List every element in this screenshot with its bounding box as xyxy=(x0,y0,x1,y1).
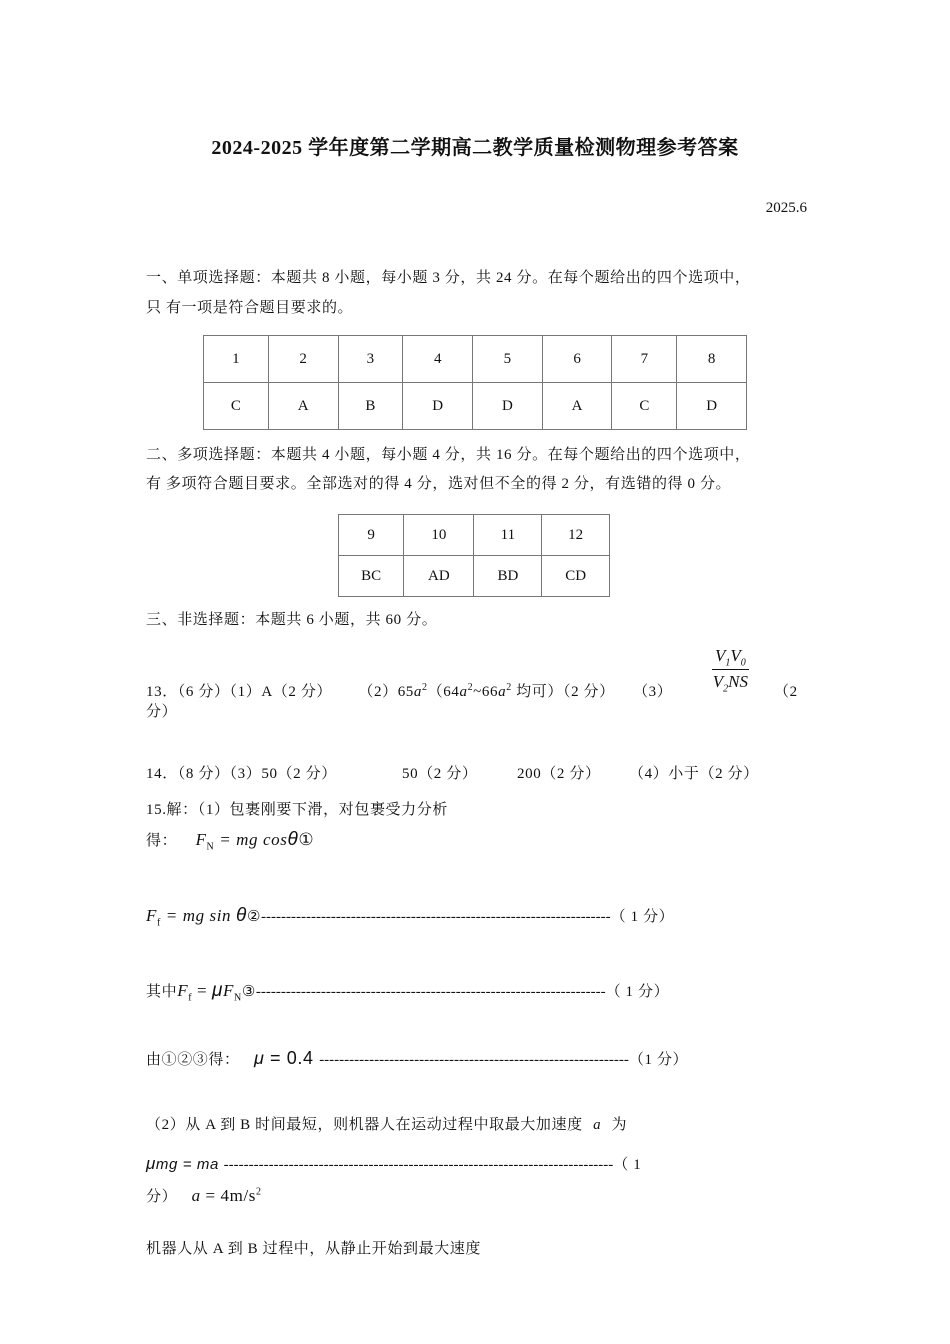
q14-part3-a: 14．（8 分）（3）50（2 分） xyxy=(146,766,337,782)
answer-cell: C xyxy=(204,383,269,430)
q13-part3: （3） xyxy=(633,684,673,700)
section2-instruction-line1: 二、多项选择题：本题共 4 小题，每小题 4 分，共 16 分。在每个题给出的四个选项中， xyxy=(146,447,751,463)
q14-part4: （4）小于（2 分） xyxy=(629,766,759,782)
q15-part2-intro: （2）从 A 到 B 时间最短，则机器人在运动过程中取最大加速度 a 为 xyxy=(146,1117,628,1133)
question-number: 7 xyxy=(612,336,677,383)
answer-cell: BC xyxy=(339,556,404,597)
section2-instruction-line2: 有 多项符合题目要求。全部选对的得 4 分，选对但不全的得 2 分，有选错的得 0 分。 xyxy=(146,476,732,492)
question-number: 4 xyxy=(403,336,473,383)
q13-score-close: 分） xyxy=(146,704,178,720)
q15-intro: 15.解：（1）包裹刚要下滑，对包裹受力分析 xyxy=(146,802,448,818)
q15-result-a: 分） $a = 4m/s^2$ xyxy=(146,1186,262,1205)
table-answer-row xyxy=(339,556,610,597)
answer-cell: B xyxy=(338,383,403,430)
section1-instruction-line2: 只 有一项是符合题目要求的。 xyxy=(146,300,354,316)
section1-instruction-line1: 一、单项选择题：本题共 8 小题，每小题 3 分，共 24 分。在每个题给出的四个选项中， xyxy=(146,270,751,286)
answer-cell: BD xyxy=(474,556,542,597)
multi-choice-answer-table xyxy=(338,514,610,597)
question-number: 8 xyxy=(677,336,747,383)
table-header-row xyxy=(339,515,610,556)
answer-cell: D xyxy=(473,383,543,430)
answer-cell: CD xyxy=(542,556,610,597)
q13-score-open: （2 xyxy=(774,684,798,700)
q13-fraction: $\frac{V_1V_0}{V_2NS}$ xyxy=(712,646,748,695)
q13-part1: 13．（6 分）（1）A（2 分） xyxy=(146,684,333,700)
document-date: 2025.6 xyxy=(765,200,807,216)
q14-part3-b: 50（2 分） xyxy=(402,766,478,782)
q15-equation-3: 其中$F_f$ = $\mu F_N③----------------------------------------------------------------------$（ 1 分） xyxy=(146,980,670,1004)
page-title: 2024-2025 学年度第二学期高二教学质量检测物理参考答案 xyxy=(211,137,739,159)
question-number: 9 xyxy=(339,515,404,556)
q15-result-mu: 由①②③得： μ = 0.4 --------------------------------------------------------------（1 分） xyxy=(146,1048,689,1068)
section3-instruction: 三、非选择题：本题共 6 小题，共 60 分。 xyxy=(146,612,438,628)
question-number: 3 xyxy=(338,336,403,383)
question-number: 1 xyxy=(204,336,269,383)
question-number: 12 xyxy=(542,515,610,556)
question-number: 11 xyxy=(474,515,542,556)
table-header-row xyxy=(204,336,747,383)
answer-cell: C xyxy=(612,383,677,430)
question-number: 5 xyxy=(473,336,543,383)
answer-cell: A xyxy=(542,383,612,430)
single-choice-answer-table xyxy=(203,335,747,430)
answer-cell: A xyxy=(268,383,338,430)
q15-equation-4: μmg = ma ------------------------------------------------------------------------------（ 1 xyxy=(146,1154,642,1173)
q15-equation-2: $F_f$ = mg sin θ②----------------------------------------------------------------------（ 1 分） xyxy=(146,905,675,929)
q15-last-line: 机器人从 A 到 B 过程中，从静止开始到最大速度 xyxy=(146,1241,482,1257)
question-number: 2 xyxy=(268,336,338,383)
table-answer-row xyxy=(204,383,747,430)
q13-answer-line xyxy=(146,680,672,701)
q14-part3-c: 200（2 分） xyxy=(517,766,601,782)
q13-part2: $(2)65a^2(64a^2\sim 66a^2$ 均可）（2 分） xyxy=(358,682,615,700)
q13-formula xyxy=(712,646,749,695)
question-number: 10 xyxy=(404,515,474,556)
answer-cell: D xyxy=(677,383,747,430)
answer-cell: AD xyxy=(404,556,474,597)
question-number: 6 xyxy=(542,336,612,383)
q15-equation-1: 得： $F_N$ = mg cosθ① xyxy=(146,829,315,853)
answer-cell: D xyxy=(403,383,473,430)
